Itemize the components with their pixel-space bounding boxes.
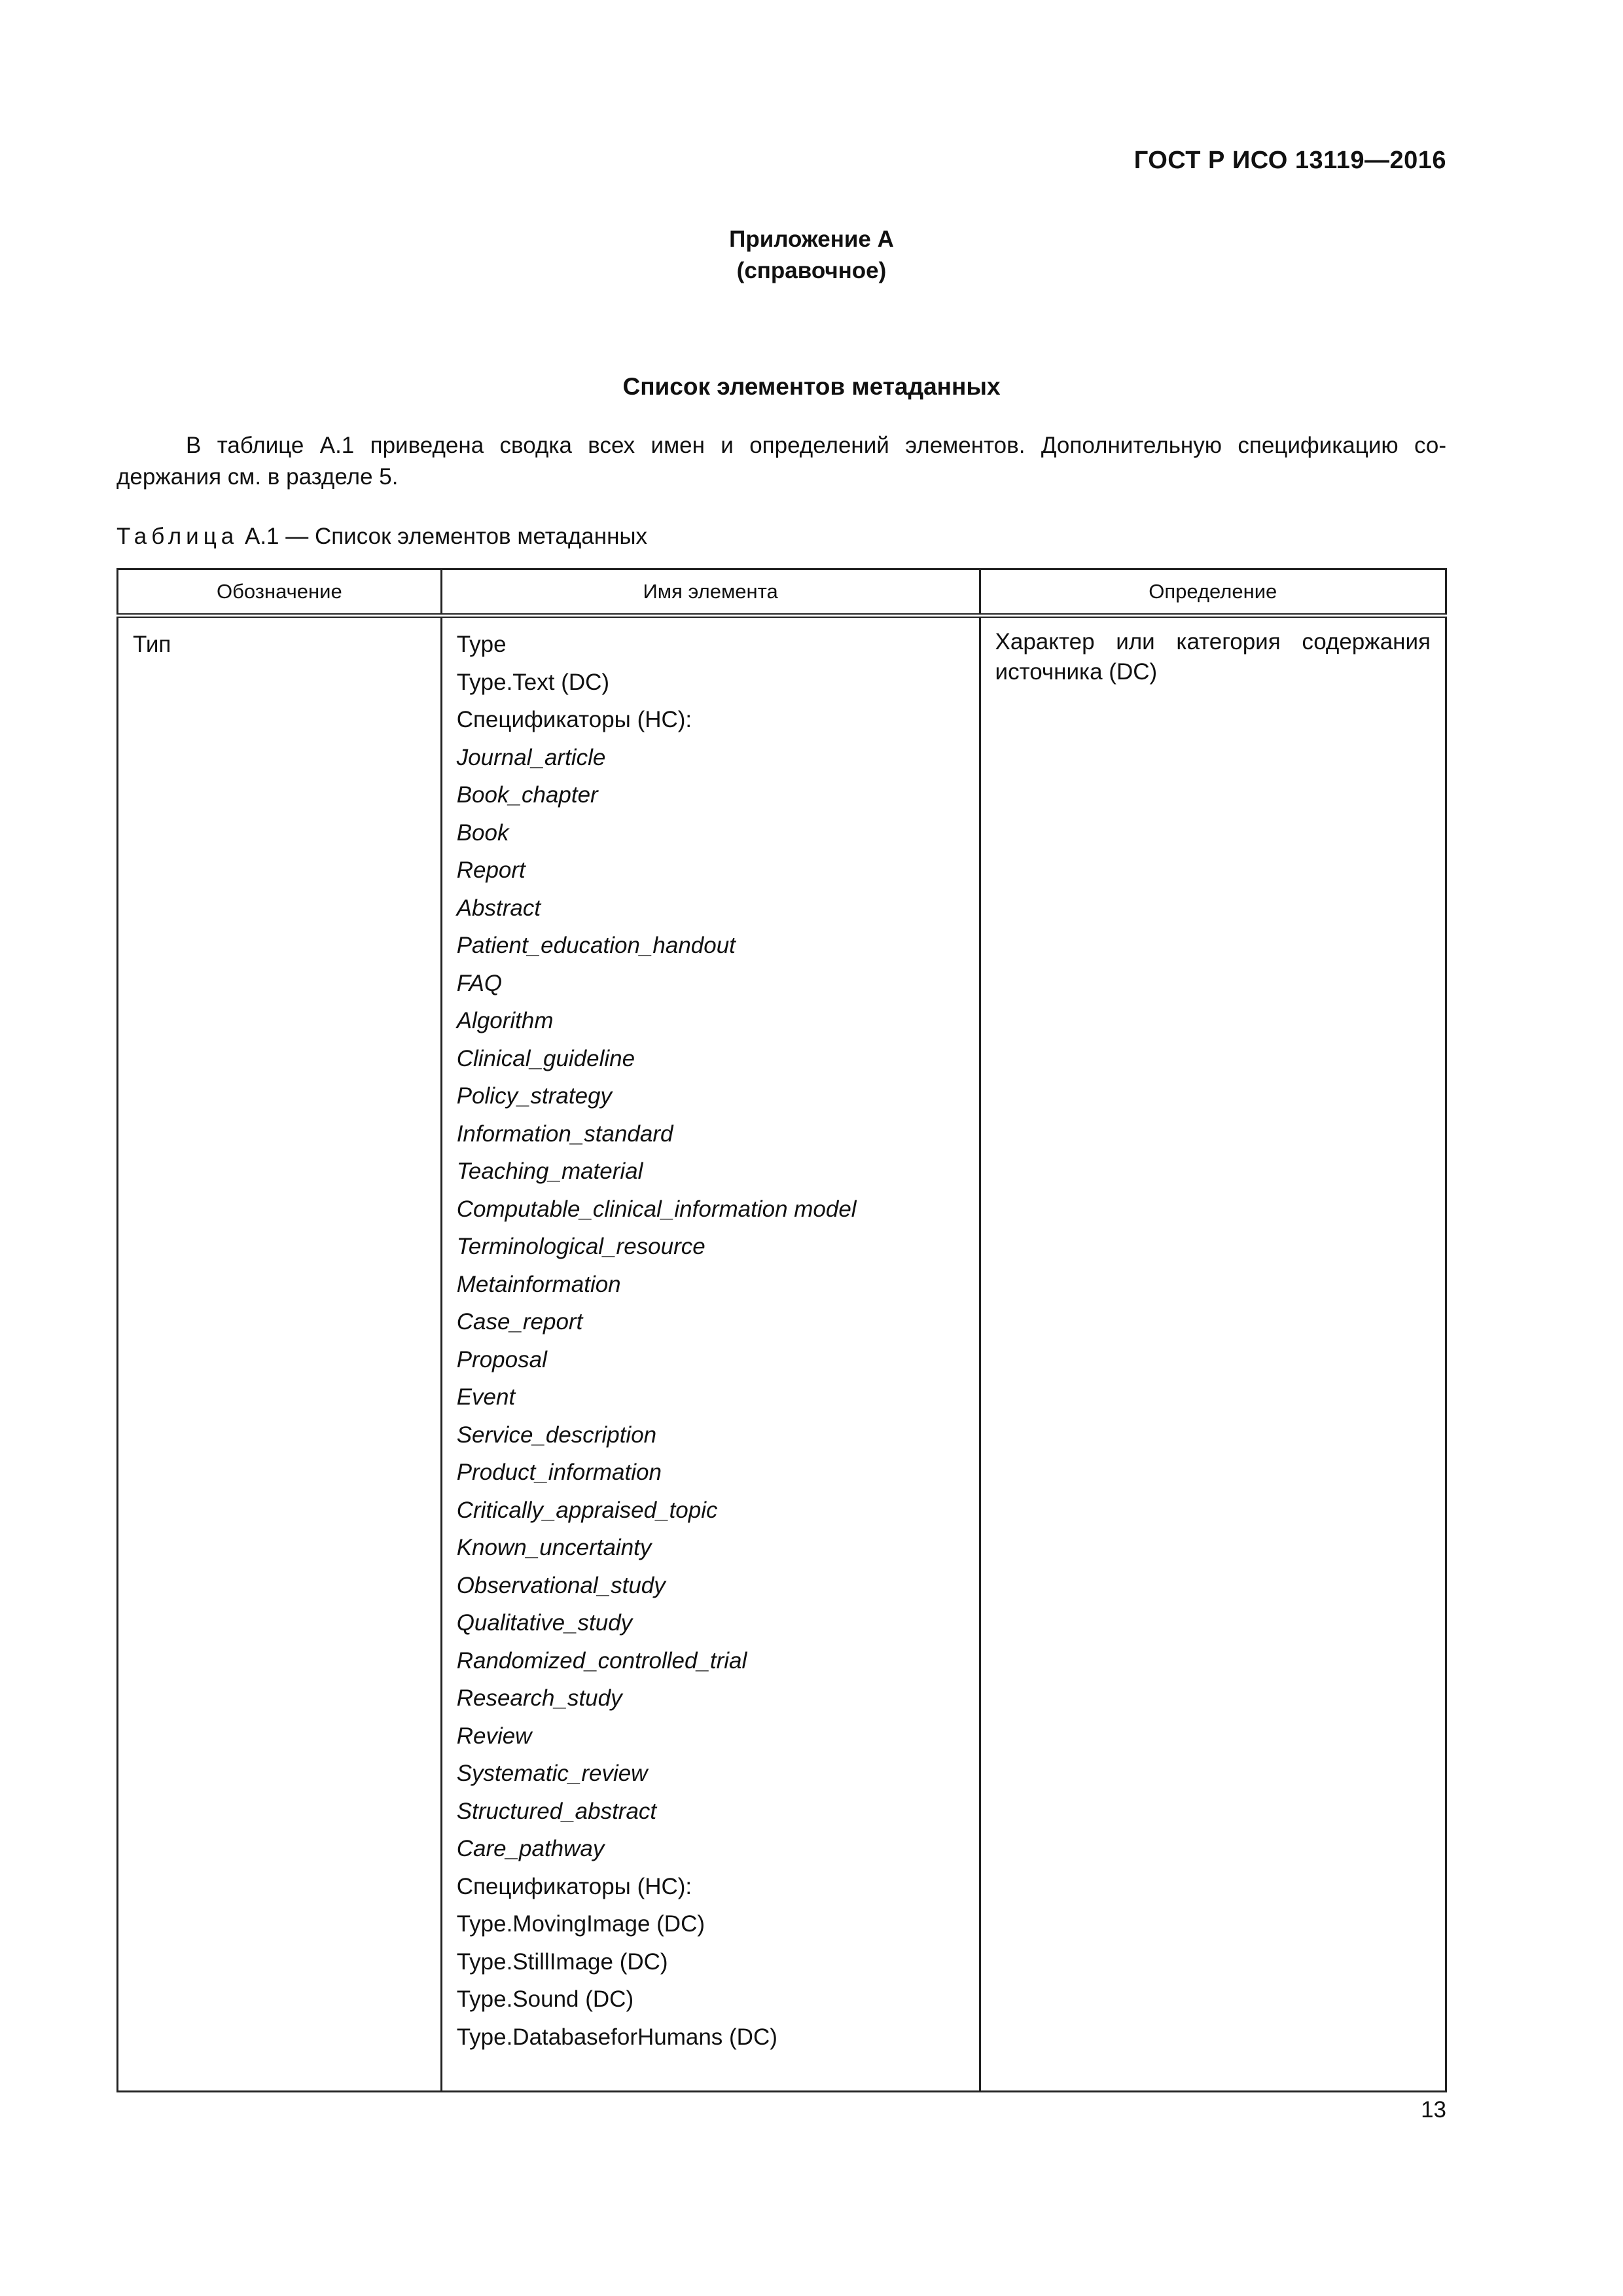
element-name-item: Product_information bbox=[456, 1460, 662, 1485]
element-name-item: Systematic_review bbox=[456, 1761, 648, 1786]
element-name-item: Randomized_controlled_trial bbox=[456, 1647, 747, 1674]
cell-designation bbox=[118, 616, 442, 2092]
section-title: Список элементов метаданных bbox=[622, 373, 1001, 400]
intro-line-1: В таблице А.1 приведена сводка всех имен и определений элементов. Дополнительную спецификацию со- bbox=[186, 433, 1446, 458]
element-name-item: Type bbox=[456, 632, 507, 657]
element-name-item: Type.Sound (DC) bbox=[456, 1986, 634, 2012]
element-name-item: Policy_strategy bbox=[456, 1083, 613, 1109]
element-name-item: Terminological_resource bbox=[456, 1234, 705, 1259]
element-name-item: Structured_abstract bbox=[456, 1798, 657, 1824]
standard-code-header: ГОСТ Р ИСО 13119—2016 bbox=[1133, 147, 1446, 174]
cell-element-names bbox=[441, 616, 980, 2092]
table-row bbox=[118, 616, 1446, 2092]
designation-text: Тип bbox=[133, 632, 171, 657]
element-name-item: Care_pathway bbox=[456, 1836, 605, 1861]
cell-definition bbox=[980, 616, 1446, 2092]
element-name-item: FAQ bbox=[456, 970, 503, 996]
element-name-item: Review bbox=[456, 1723, 532, 1749]
element-name-item: Спецификаторы (НС): bbox=[456, 1873, 692, 1899]
intro-line-2: держания см. в разделе 5. bbox=[116, 464, 399, 490]
element-name-item: Abstract bbox=[456, 895, 541, 921]
element-name-item: Patient_education_handout bbox=[456, 933, 736, 958]
element-name-item: Book_chapter bbox=[456, 782, 598, 808]
element-name-item: Known_uncertainty bbox=[456, 1535, 652, 1560]
element-name-item: Type.Text (DC) bbox=[456, 669, 610, 695]
element-name-item: Report bbox=[456, 857, 526, 883]
element-name-item: Information_standard bbox=[456, 1121, 673, 1147]
element-name-item: Book bbox=[456, 819, 509, 846]
table-header-row bbox=[118, 569, 1446, 616]
element-name-item: Type.DatabaseforHumans (DC) bbox=[456, 2024, 777, 2050]
appendix-title: Приложение А bbox=[729, 226, 894, 252]
element-name-item: Computable_clinical_information model bbox=[456, 1196, 857, 1222]
element-name-item: Qualitative_study bbox=[456, 1610, 633, 1636]
element-name-item: Clinical_guideline bbox=[456, 1045, 635, 1071]
table-caption-title: А.1 — Список элементов метаданных bbox=[244, 524, 648, 549]
metadata-table bbox=[116, 568, 1447, 2092]
appendix-heading bbox=[0, 224, 1623, 287]
element-name-item: Teaching_material bbox=[456, 1158, 643, 1184]
element-name-item: Type.MovingImage (DC) bbox=[456, 1911, 705, 1937]
intro-paragraph bbox=[116, 430, 1446, 493]
header-element-name: Имя элемента bbox=[441, 569, 980, 616]
page-number: 13 bbox=[1421, 2097, 1446, 2123]
definition-text: Характер или категория содержания источника (DC) bbox=[995, 629, 1431, 685]
element-name-item: Critically_appraised_topic bbox=[456, 1497, 718, 1523]
element-name-item: Event bbox=[456, 1384, 516, 1410]
header-designation: Обозначение bbox=[118, 569, 442, 616]
element-name-list bbox=[457, 626, 965, 2056]
element-name-item: Type.StillImage (DC) bbox=[456, 1948, 668, 1975]
appendix-subtitle: (справочное) bbox=[736, 258, 887, 283]
element-name-item: Metainformation bbox=[456, 1271, 621, 1297]
element-name-item: Спецификаторы (НС): bbox=[456, 707, 692, 732]
element-name-item: Service_description bbox=[456, 1422, 657, 1448]
table-caption-label: Таблица bbox=[116, 524, 239, 549]
element-name-item: Case_report bbox=[456, 1309, 583, 1335]
element-name-item: Observational_study bbox=[456, 1572, 666, 1598]
element-name-item: Research_study bbox=[456, 1685, 622, 1711]
table-caption bbox=[116, 524, 647, 550]
element-name-item: Algorithm bbox=[456, 1008, 554, 1033]
header-definition: Определение bbox=[980, 569, 1446, 616]
element-name-item: Journal_article bbox=[456, 744, 606, 770]
element-name-item: Proposal bbox=[456, 1346, 547, 1372]
